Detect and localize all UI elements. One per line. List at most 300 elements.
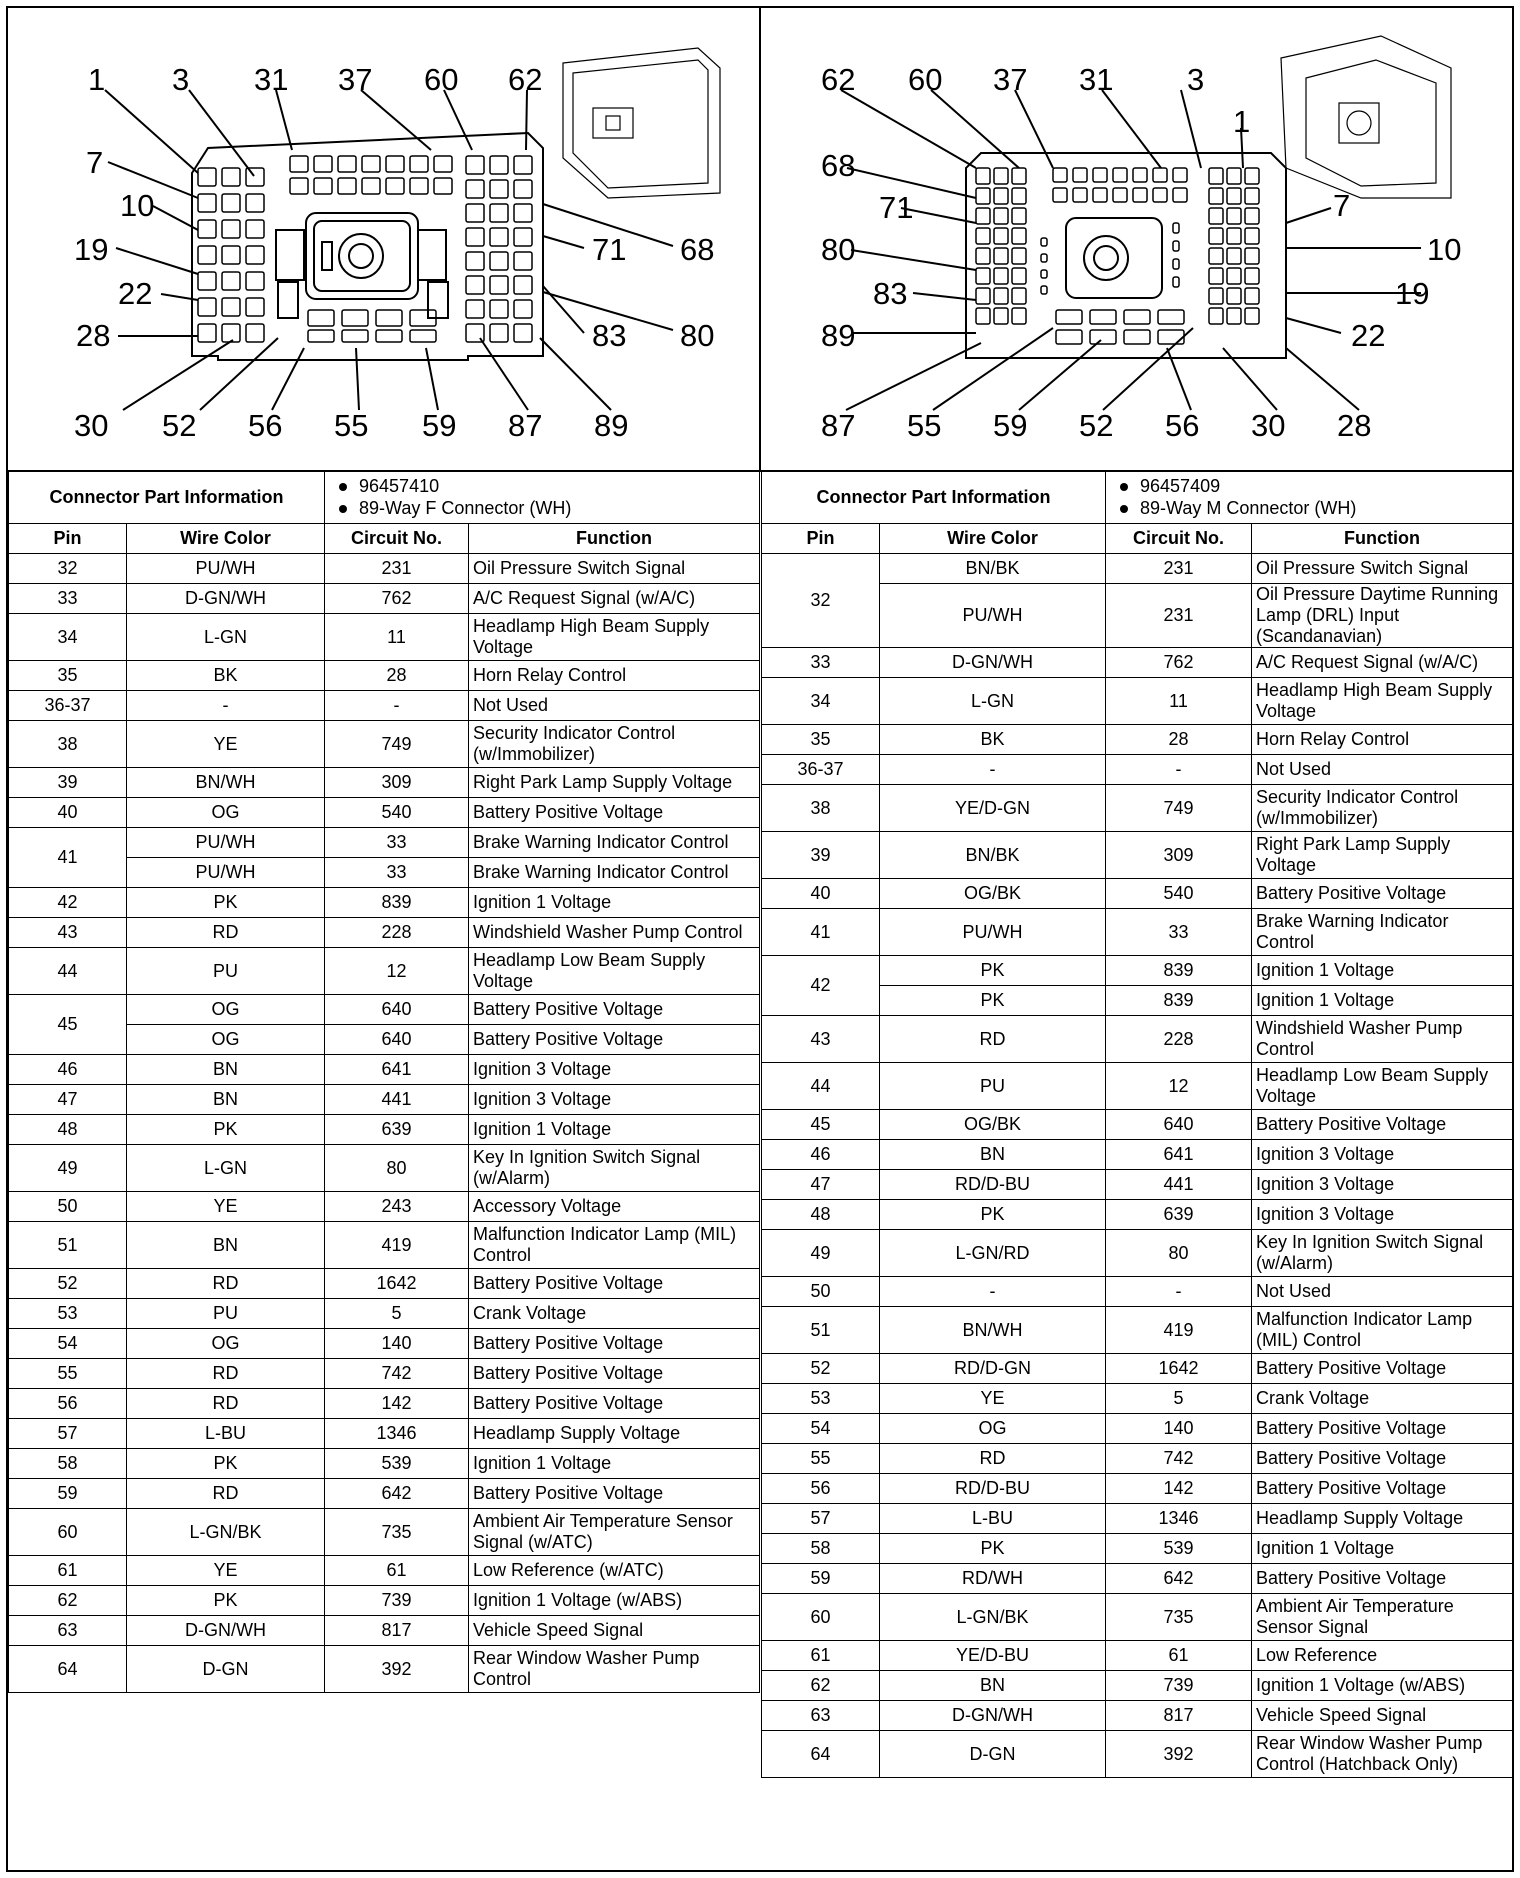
pin-cavity — [1209, 188, 1223, 204]
pin-cell: 32 — [762, 554, 880, 648]
function-cell: Not Used — [1252, 1277, 1513, 1307]
pin-cavity — [490, 180, 508, 198]
wire-color-cell: PU/WH — [880, 909, 1106, 956]
function-cell: Ignition 1 Voltage (w/ABS) — [1252, 1671, 1513, 1701]
f-label-60: 60 — [424, 62, 459, 97]
function-cell: Battery Positive Voltage — [469, 1269, 760, 1299]
wire-color-cell: PK — [880, 1200, 1106, 1230]
table-row — [762, 1016, 1513, 1063]
wire-color-cell: PU — [880, 1063, 1106, 1110]
table-row — [762, 1230, 1513, 1277]
circuit-cell: 12 — [1106, 1063, 1252, 1110]
pin-cavity — [1090, 330, 1116, 344]
f-label-59: 59 — [422, 408, 457, 443]
table-row — [9, 1556, 760, 1586]
wire-color-cell: D-GN — [880, 1731, 1106, 1778]
pin-cavity — [222, 246, 240, 264]
pin-cavity — [1245, 288, 1259, 304]
function-cell: Ignition 1 Voltage — [1252, 1534, 1513, 1564]
pin-cavity — [466, 228, 484, 246]
pin-cavity — [1209, 168, 1223, 184]
pin-cavity — [1227, 168, 1241, 184]
pin-cavity — [1124, 330, 1150, 344]
pin-cell: 61 — [9, 1556, 127, 1586]
wire-color-cell: BN — [127, 1055, 325, 1085]
pin-cell: 55 — [762, 1444, 880, 1474]
table-row — [9, 768, 760, 798]
function-cell: A/C Request Signal (w/A/C) — [469, 584, 760, 614]
function-cell: Headlamp High Beam Supply Voltage — [469, 614, 760, 661]
wire-color-cell: PK — [880, 986, 1106, 1016]
function-cell: Right Park Lamp Supply Voltage — [1252, 832, 1513, 879]
pin-cell: 58 — [9, 1449, 127, 1479]
pin-cell: 34 — [9, 614, 127, 661]
table-row — [762, 832, 1513, 879]
m-label-22: 22 — [1351, 318, 1386, 353]
function-cell: Ignition 1 Voltage — [469, 1449, 760, 1479]
circuit-cell: 231 — [1106, 584, 1252, 648]
pin-cell: 35 — [762, 725, 880, 755]
pin-cavity — [222, 298, 240, 316]
pin-cell: 63 — [762, 1701, 880, 1731]
circuit-cell: 61 — [325, 1556, 469, 1586]
function-cell: Ignition 3 Voltage — [469, 1085, 760, 1115]
wire-color-cell: BN/BK — [880, 554, 1106, 584]
circuit-cell: 739 — [325, 1586, 469, 1616]
pin-cavity — [1173, 241, 1179, 251]
pin-cavity — [466, 276, 484, 294]
pin-cell: 51 — [9, 1222, 127, 1269]
pin-cell: 42 — [9, 888, 127, 918]
pin-cavity — [514, 180, 532, 198]
pin-cavity — [376, 330, 402, 342]
pin-cavity — [1209, 228, 1223, 244]
table-row — [9, 1222, 760, 1269]
connector-description: 89-Way M Connector (WH) — [1140, 498, 1357, 518]
wire-color-cell: PU — [127, 948, 325, 995]
pin-cavity — [386, 156, 404, 172]
table-row — [762, 909, 1513, 956]
f-label-62: 62 — [508, 62, 543, 97]
table-row — [9, 1329, 760, 1359]
table-row — [9, 1509, 760, 1556]
function-cell: Ignition 1 Voltage (w/ABS) — [469, 1586, 760, 1616]
pin-cell: 36-37 — [9, 691, 127, 721]
wire-color-cell: RD/D-BU — [880, 1170, 1106, 1200]
pin-cell: 44 — [762, 1063, 880, 1110]
table-row — [9, 1115, 760, 1145]
pin-cavity — [434, 156, 452, 172]
pin-cavity — [198, 220, 216, 238]
table-row — [9, 1359, 760, 1389]
pin-cavity — [1227, 248, 1241, 264]
wire-color-cell: BN — [880, 1140, 1106, 1170]
wire-color-cell: PU/WH — [127, 858, 325, 888]
function-cell: Accessory Voltage — [469, 1192, 760, 1222]
table-row — [9, 1085, 760, 1115]
function-cell: Ambient Air Temperature Sensor Signal — [1252, 1594, 1513, 1641]
pin-cavity — [198, 298, 216, 316]
wire-color-cell: RD — [880, 1444, 1106, 1474]
circuit-cell: 640 — [325, 995, 469, 1025]
function-cell: Low Reference — [1252, 1641, 1513, 1671]
f-label-28: 28 — [76, 318, 111, 353]
pin-cavity — [1056, 330, 1082, 344]
pin-cavity — [466, 300, 484, 318]
m-label-87: 87 — [821, 408, 856, 443]
pin-cavity — [994, 288, 1008, 304]
f-label-37: 37 — [338, 62, 373, 97]
wire-color-cell: PU/WH — [880, 584, 1106, 648]
pin-cavity — [198, 272, 216, 290]
table-row — [9, 918, 760, 948]
pin-cavity — [222, 272, 240, 290]
f-label-52: 52 — [162, 408, 197, 443]
pin-cavity — [1041, 286, 1047, 294]
circuit-cell: 33 — [325, 828, 469, 858]
pin-cavity — [490, 276, 508, 294]
pin-cell: 33 — [9, 584, 127, 614]
circuit-cell: 80 — [1106, 1230, 1252, 1277]
pin-cavity — [1093, 188, 1107, 202]
function-cell: A/C Request Signal (w/A/C) — [1252, 648, 1513, 678]
m-label-59: 59 — [993, 408, 1028, 443]
circuit-cell: 742 — [325, 1359, 469, 1389]
circuit-cell: 231 — [325, 554, 469, 584]
m-label-62: 62 — [821, 62, 856, 97]
pin-cavity — [976, 308, 990, 324]
table-row — [762, 1701, 1513, 1731]
wire-color-cell: - — [880, 1277, 1106, 1307]
function-cell: Ambient Air Temperature Sensor Signal (w/ATC) — [469, 1509, 760, 1556]
table-row — [9, 614, 760, 661]
wire-color-cell: D-GN/WH — [127, 584, 325, 614]
pin-cell: 45 — [762, 1110, 880, 1140]
pin-cavity — [466, 204, 484, 222]
pin-cell: 52 — [9, 1269, 127, 1299]
wire-color-cell: RD — [127, 1479, 325, 1509]
pin-cavity — [308, 330, 334, 342]
function-cell: Battery Positive Voltage — [1252, 1110, 1513, 1140]
function-cell: Battery Positive Voltage — [1252, 879, 1513, 909]
circuit-cell: 641 — [325, 1055, 469, 1085]
f-label-1: 1 — [88, 62, 106, 97]
wire-color-cell: - — [880, 755, 1106, 785]
f-label-30: 30 — [74, 408, 109, 443]
circuit-cell: 749 — [1106, 785, 1252, 832]
circuit-cell: 140 — [325, 1329, 469, 1359]
circuit-cell: 33 — [325, 858, 469, 888]
col-header-function: Function — [1252, 524, 1513, 554]
function-cell: Rear Window Washer Pump Control — [469, 1646, 760, 1693]
col-header-circuit-no: Circuit No. — [325, 524, 469, 554]
wire-color-cell: YE — [127, 1556, 325, 1586]
table-row — [762, 879, 1513, 909]
table-row — [762, 648, 1513, 678]
pin-cavity — [342, 310, 368, 326]
wire-color-cell: BN/BK — [880, 832, 1106, 879]
col-header-wire-color: Wire Color — [127, 524, 325, 554]
f-label-31: 31 — [254, 62, 289, 97]
wire-color-cell: BN — [880, 1671, 1106, 1701]
f-label-3: 3 — [172, 62, 190, 97]
circuit-cell: 142 — [325, 1389, 469, 1419]
wire-color-cell: D-GN/WH — [880, 1701, 1106, 1731]
pin-cavity — [1209, 288, 1223, 304]
table-row — [9, 828, 760, 858]
table-row — [762, 956, 1513, 986]
pin-cavity — [1173, 277, 1179, 287]
pin-cavity — [290, 178, 308, 194]
pin-cavity — [222, 324, 240, 342]
pin-cavity — [1090, 310, 1116, 324]
pin-cavity — [976, 288, 990, 304]
pin-cavity — [314, 156, 332, 172]
connector-part-info — [325, 471, 760, 524]
bullet-icon — [1120, 505, 1128, 513]
pin-cavity — [246, 246, 264, 264]
table-row — [9, 1449, 760, 1479]
table-row — [762, 1307, 1513, 1354]
pin-cavity — [994, 308, 1008, 324]
pin-cell: 44 — [9, 948, 127, 995]
circuit-cell: 5 — [325, 1299, 469, 1329]
m-label-10: 10 — [1427, 232, 1462, 267]
pin-cavity — [386, 178, 404, 194]
pin-cavity — [222, 168, 240, 186]
table-row — [762, 1110, 1513, 1140]
pin-cavity — [1245, 168, 1259, 184]
function-cell: Key In Ignition Switch Signal (w/Alarm) — [1252, 1230, 1513, 1277]
wire-color-cell: RD/WH — [880, 1564, 1106, 1594]
pin-cavity — [342, 330, 368, 342]
pin-cavity — [246, 272, 264, 290]
wire-color-cell: OG — [127, 1329, 325, 1359]
pin-cavity — [1113, 188, 1127, 202]
pin-cell: 52 — [762, 1354, 880, 1384]
pin-cavity — [362, 178, 380, 194]
pin-cell: 43 — [9, 918, 127, 948]
pin-cavity — [514, 252, 532, 270]
table-row — [762, 1170, 1513, 1200]
wire-color-cell: L-GN — [880, 678, 1106, 725]
pin-cell: 47 — [9, 1085, 127, 1115]
pin-cell: 56 — [762, 1474, 880, 1504]
circuit-cell: 839 — [1106, 956, 1252, 986]
pin-cavity — [376, 310, 402, 326]
bullet-icon — [339, 505, 347, 513]
pin-cavity — [1041, 270, 1047, 278]
table-row — [762, 1414, 1513, 1444]
function-cell: Rear Window Washer Pump Control (Hatchback Only) — [1252, 1731, 1513, 1778]
function-cell: Battery Positive Voltage — [1252, 1444, 1513, 1474]
bullet-icon — [1120, 483, 1128, 491]
col-header-pin: Pin — [762, 524, 880, 554]
table-row — [762, 1594, 1513, 1641]
wire-color-cell: L-GN — [127, 1145, 325, 1192]
circuit-cell: 839 — [1106, 986, 1252, 1016]
pin-cell: 62 — [762, 1671, 880, 1701]
pin-cell: 50 — [762, 1277, 880, 1307]
col-header-wire-color: Wire Color — [880, 524, 1106, 554]
function-cell: Brake Warning Indicator Control — [469, 858, 760, 888]
pin-cavity — [1173, 259, 1179, 269]
circuit-cell: 1642 — [1106, 1354, 1252, 1384]
circuit-cell: 642 — [325, 1479, 469, 1509]
circuit-cell: 61 — [1106, 1641, 1252, 1671]
pin-cavity — [976, 168, 990, 184]
wire-color-cell: YE — [127, 721, 325, 768]
circuit-cell: - — [1106, 755, 1252, 785]
pin-cavity — [1012, 308, 1026, 324]
function-cell: Headlamp Supply Voltage — [469, 1419, 760, 1449]
function-cell: Key In Ignition Switch Signal (w/Alarm) — [469, 1145, 760, 1192]
circuit-cell: 419 — [1106, 1307, 1252, 1354]
pin-cavity — [308, 310, 334, 326]
m-label-60: 60 — [908, 62, 943, 97]
function-cell: Battery Positive Voltage — [469, 1329, 760, 1359]
circuit-cell: 742 — [1106, 1444, 1252, 1474]
pin-cavity — [976, 268, 990, 284]
circuit-cell: 639 — [325, 1115, 469, 1145]
table-row — [9, 888, 760, 918]
pin-cavity — [1173, 168, 1187, 182]
pin-cavity — [1093, 168, 1107, 182]
pin-cavity — [466, 156, 484, 174]
pin-cavity — [1227, 288, 1241, 304]
pin-cell: 62 — [9, 1586, 127, 1616]
table-row — [9, 1389, 760, 1419]
table-row — [762, 1200, 1513, 1230]
function-cell: Battery Positive Voltage — [1252, 1354, 1513, 1384]
pin-cavity — [514, 324, 532, 342]
circuit-cell: 735 — [325, 1509, 469, 1556]
pin-cavity — [1245, 248, 1259, 264]
pin-cavity — [514, 276, 532, 294]
pin-cell: 41 — [9, 828, 127, 888]
pin-cell: 38 — [9, 721, 127, 768]
m-label-3: 3 — [1187, 62, 1205, 97]
circuit-cell: 817 — [1106, 1701, 1252, 1731]
pin-cavity — [994, 268, 1008, 284]
wire-color-cell: L-GN/BK — [880, 1594, 1106, 1641]
pin-cavity — [1209, 268, 1223, 284]
pin-cavity — [490, 204, 508, 222]
pin-cell: 57 — [762, 1504, 880, 1534]
function-cell: Vehicle Speed Signal — [1252, 1701, 1513, 1731]
pin-cavity — [994, 208, 1008, 224]
f-label-89: 89 — [594, 408, 629, 443]
m-label-89: 89 — [821, 318, 856, 353]
wire-color-cell: PK — [127, 1449, 325, 1479]
wire-color-cell: L-BU — [127, 1419, 325, 1449]
circuit-cell: 33 — [1106, 909, 1252, 956]
function-cell: Malfunction Indicator Lamp (MIL) Control — [469, 1222, 760, 1269]
table-row — [762, 1140, 1513, 1170]
pin-cell: 39 — [9, 768, 127, 798]
pin-cavity — [1073, 168, 1087, 182]
table-row — [9, 1646, 760, 1693]
table-row — [9, 1479, 760, 1509]
pin-cavity — [1245, 308, 1259, 324]
function-cell: Brake Warning Indicator Control — [469, 828, 760, 858]
m-connector-face-drawing — [761, 8, 1512, 470]
circuit-cell: 140 — [1106, 1414, 1252, 1444]
circuit-cell: 80 — [325, 1145, 469, 1192]
f-label-80: 80 — [680, 318, 715, 353]
table-row — [762, 1534, 1513, 1564]
function-cell: Security Indicator Control (w/Immobilizer) — [1252, 785, 1513, 832]
circuit-cell: 142 — [1106, 1474, 1252, 1504]
pin-cavity — [246, 324, 264, 342]
pin-cavity — [466, 252, 484, 270]
table-row — [762, 678, 1513, 725]
connector-part-info-label: Connector Part Information — [9, 471, 325, 524]
function-cell: Headlamp Low Beam Supply Voltage — [1252, 1063, 1513, 1110]
connector-sheet — [6, 6, 1514, 1872]
pin-cavity — [246, 220, 264, 238]
table-row — [762, 554, 1513, 584]
table-row — [762, 725, 1513, 755]
pin-cavity — [1227, 308, 1241, 324]
circuit-cell: 28 — [1106, 725, 1252, 755]
table-row — [762, 1444, 1513, 1474]
f-label-87: 87 — [508, 408, 543, 443]
table-row — [762, 1564, 1513, 1594]
bullet-icon — [339, 483, 347, 491]
pin-cavity — [338, 156, 356, 172]
pin-cavity — [290, 156, 308, 172]
pin-cavity — [1113, 168, 1127, 182]
pin-cell: 45 — [9, 995, 127, 1055]
circuit-cell: 1346 — [325, 1419, 469, 1449]
circuit-cell: 392 — [325, 1646, 469, 1693]
pin-cell: 55 — [9, 1359, 127, 1389]
wire-color-cell: PU/WH — [127, 554, 325, 584]
function-cell: Ignition 1 Voltage — [1252, 956, 1513, 986]
wire-color-cell: L-GN/RD — [880, 1230, 1106, 1277]
pin-cell: 40 — [762, 879, 880, 909]
function-cell: Ignition 3 Voltage — [1252, 1140, 1513, 1170]
pin-cell: 49 — [762, 1230, 880, 1277]
function-cell: Windshield Washer Pump Control — [1252, 1016, 1513, 1063]
m-connector-table — [761, 470, 1513, 1778]
wire-color-cell: PU/WH — [127, 828, 325, 858]
col-header-circuit-no: Circuit No. — [1106, 524, 1252, 554]
function-cell: Oil Pressure Daytime Running Lamp (DRL) Input (Scandanavian) — [1252, 584, 1513, 648]
m-label-30: 30 — [1251, 408, 1286, 443]
circuit-cell: - — [325, 691, 469, 721]
pin-cavity — [490, 252, 508, 270]
circuit-cell: 642 — [1106, 1564, 1252, 1594]
pin-cavity — [490, 300, 508, 318]
pin-cell: 47 — [762, 1170, 880, 1200]
pin-cavity — [1173, 223, 1179, 233]
f-label-71: 71 — [592, 232, 627, 267]
pin-cavity — [514, 228, 532, 246]
table-row — [762, 1474, 1513, 1504]
function-cell: Battery Positive Voltage — [469, 1479, 760, 1509]
m-label-7: 7 — [1333, 188, 1351, 223]
table-row — [762, 1641, 1513, 1671]
pin-cell: 53 — [9, 1299, 127, 1329]
function-cell: Battery Positive Voltage — [469, 1025, 760, 1055]
wire-color-cell: YE/D-BU — [880, 1641, 1106, 1671]
wire-color-cell: BN — [127, 1085, 325, 1115]
table-row — [9, 584, 760, 614]
pin-cavity — [1153, 168, 1167, 182]
pin-cavity — [1209, 208, 1223, 224]
